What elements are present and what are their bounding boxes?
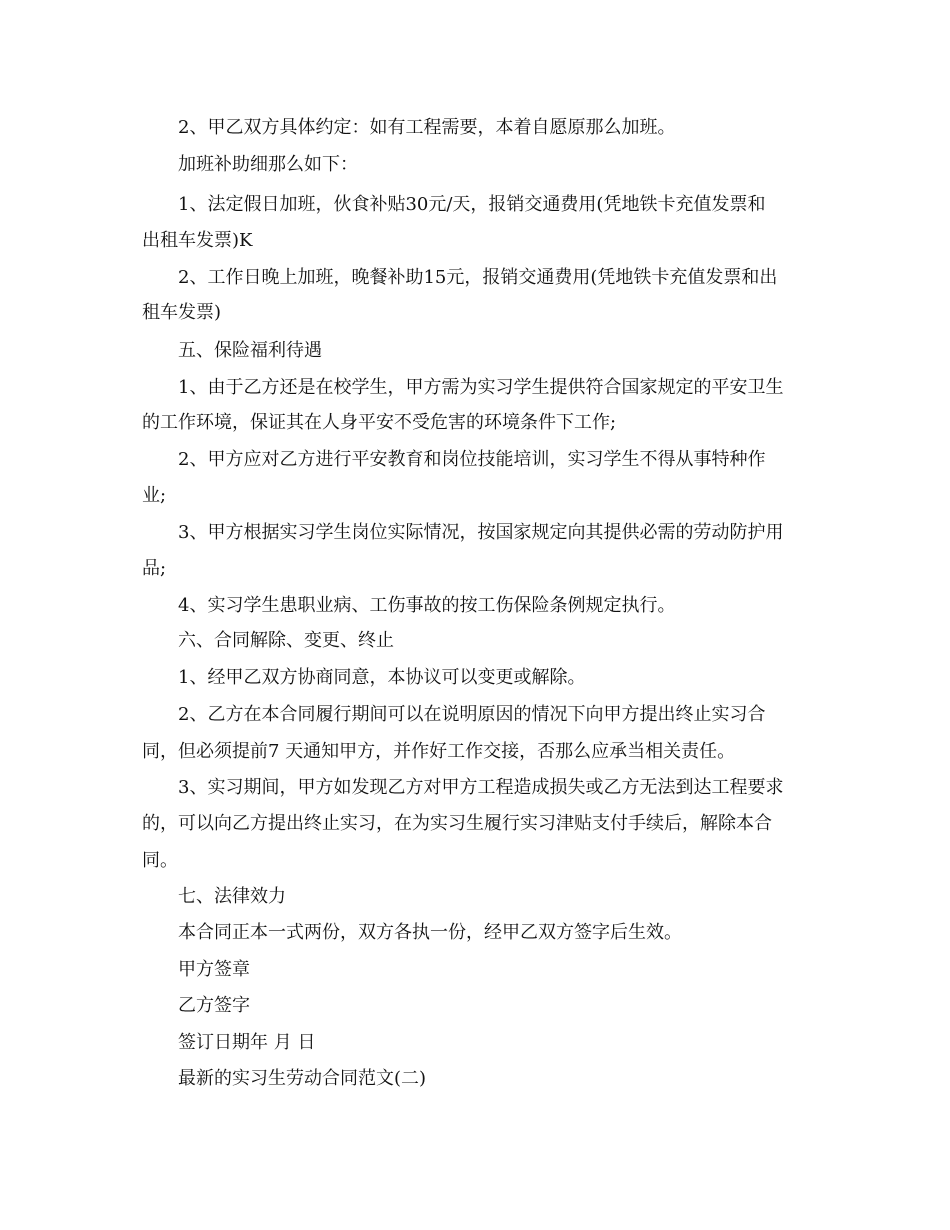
next-template-title: 最新的实习生劳动合同范文(二) [178,1068,427,1089]
party-a-seal-label: 甲方签章 [178,959,250,980]
overtime-agreement-line: 2、甲乙双方具体约定：如有工程需要，本着自愿原那么加班。 [178,117,676,138]
work-injury-line: 4、实习学生患职业病、工伤事故的按工伤保险条例规定执行。 [178,595,676,616]
legal-effect-line: 本合同正本一式两份，双方各执一份，经甲乙双方签字后生效。 [178,922,682,943]
safety-training-line-cont: 业; [142,485,167,506]
party-b-termination-line: 2、乙方在本合同履行期间可以在说明原因的情况下向甲方提出终止实习合 [178,704,766,725]
section-six-heading: 六、合同解除、变更、终止 [178,630,394,651]
party-a-termination-line-cont: 的，可以向乙方提出终止实习，在为实习生履行实习津贴支付手续后，解除本合 [142,813,772,834]
protective-equipment-line-cont: 品; [142,558,167,579]
safety-training-line: 2、甲方应对乙方进行平安教育和岗位技能培训，实习学生不得从事特种作 [178,449,766,470]
party-b-termination-line-cont: 同，但必须提前7 天通知甲方，并作好工作交接，否那么应承当相关责任。 [142,741,736,762]
party-b-signature-label: 乙方签字 [178,995,250,1016]
holiday-overtime-line-cont: 出租车发票)K [142,230,253,251]
weekday-overtime-line: 2、工作日晚上加班，晚餐补助15元，报销交通费用(凭地铁卡充值发票和出 [178,267,778,288]
party-a-termination-line: 3、实习期间，甲方如发现乙方对甲方工程造成损失或乙方无法到达工程要求 [178,777,784,798]
weekday-overtime-line-cont: 租车发票) [142,302,222,323]
mutual-termination-line: 1、经甲乙双方协商同意，本协议可以变更或解除。 [178,667,586,688]
holiday-overtime-line: 1、法定假日加班，伙食补贴30元/天，报销交通费用(凭地铁卡充值发票和 [178,194,766,215]
safety-environment-line: 1、由于乙方还是在校学生，甲方需为实习学生提供符合国家规定的平安卫生 [178,377,784,398]
party-a-termination-line-end: 同。 [142,850,178,871]
section-seven-heading: 七、法律效力 [178,886,286,907]
section-five-heading: 五、保险福利待遇 [178,340,322,361]
signing-date-label: 签订日期年 月 日 [178,1032,316,1053]
protective-equipment-line: 3、甲方根据实习学生岗位实际情况，按国家规定向其提供必需的劳动防护用 [178,522,784,543]
safety-environment-line-cont: 的工作环境，保证其在人身平安不受危害的环境条件下工作; [142,412,617,433]
overtime-subsidy-heading: 加班补助细那么如下： [178,154,358,175]
